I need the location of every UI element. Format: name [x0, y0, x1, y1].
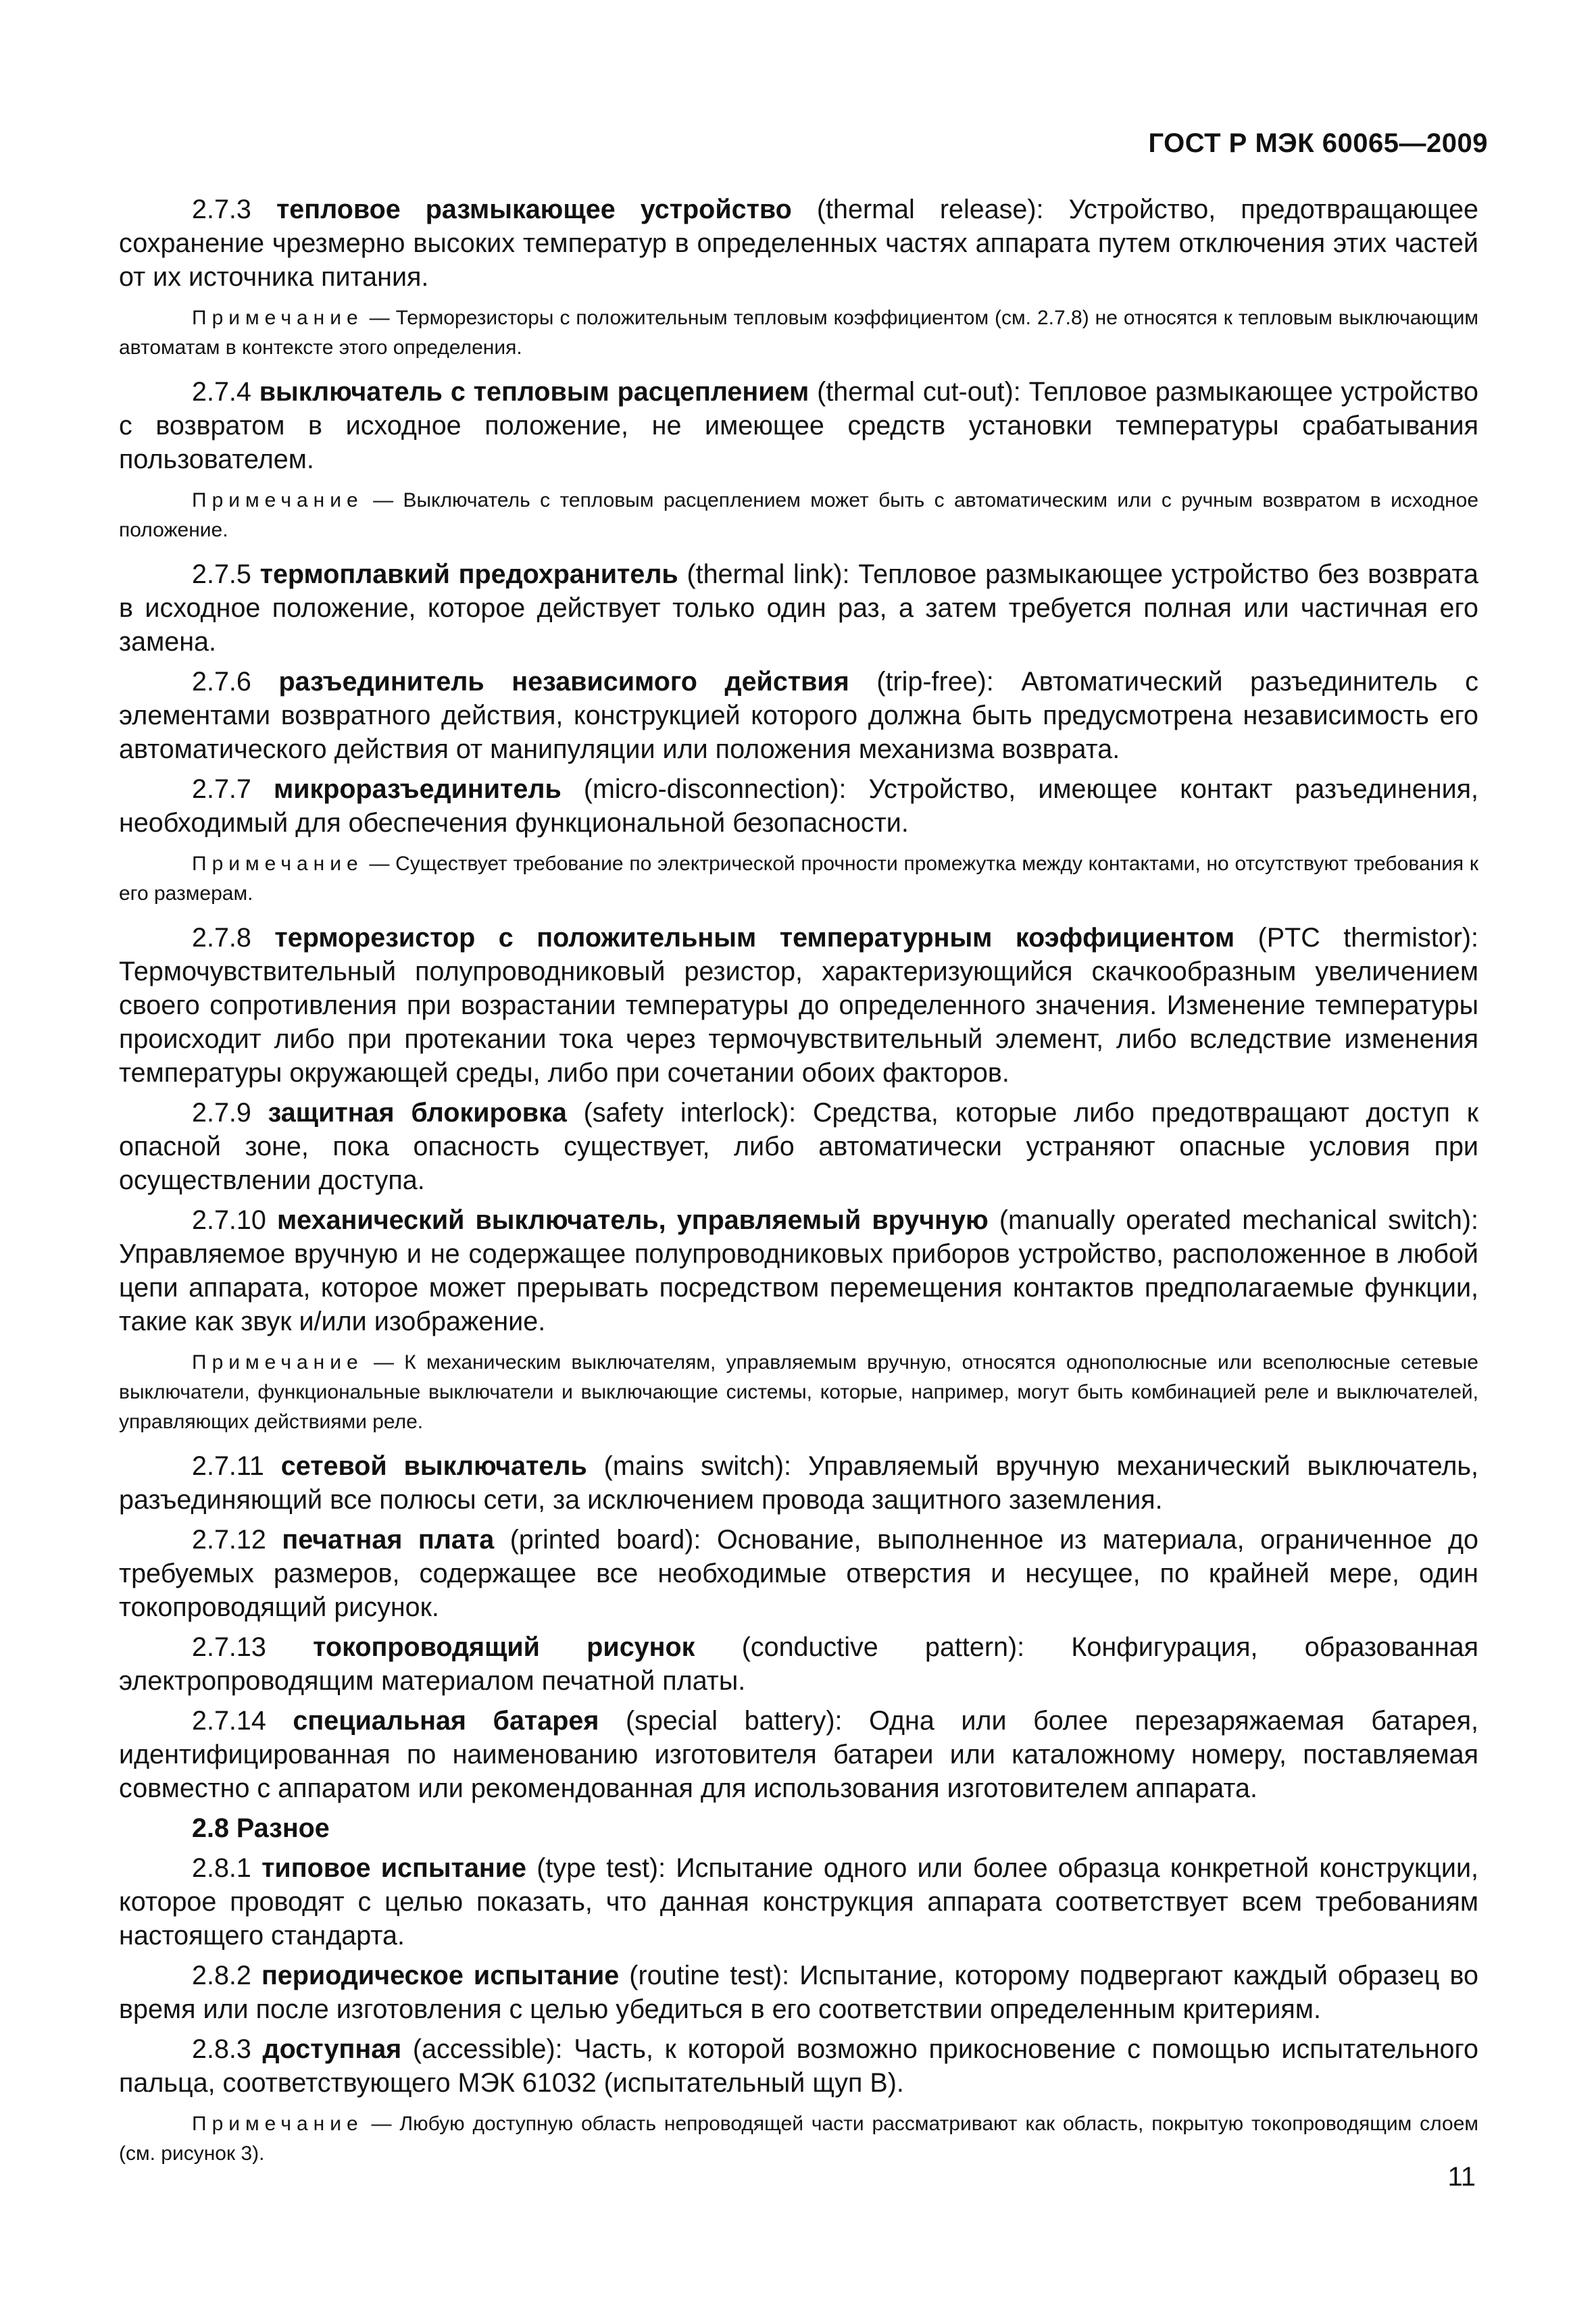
- definition-text: (thermal link): Тепловое размыкающее устройство без возврата в исходное положение, которое действует только один раз, а затем требуется полная или частичная его замена.: [119, 559, 1478, 657]
- section-number: 2.8: [192, 1813, 229, 1843]
- definition-number: 2.7.11: [192, 1451, 264, 1481]
- definition-term: терморезистор с положительным температурным коэффициентом: [274, 923, 1235, 953]
- definition-text: (micro-disconnection): Устройство, имеющее контакт разъединения, необходимый для обеспечения функциональной безопасности.: [119, 774, 1478, 838]
- definition-term: защитная блокировка: [268, 1098, 567, 1128]
- definition-term: тепловое размыкающее устройство: [276, 195, 792, 224]
- definition-number: 2.7.7: [192, 774, 251, 804]
- definition-paragraph: [119, 1704, 1478, 1805]
- definition-term: токопроводящий рисунок: [313, 1632, 695, 1662]
- definition-paragraph: [119, 1523, 1478, 1624]
- note-text: — Выключатель с тепловым расцеплением может быть с автоматическим или с ручным возвратом в исходное положение.: [119, 489, 1479, 541]
- document-body: [119, 193, 1478, 2181]
- definition-text: (mains switch): Управляемый вручную механический выключатель, разъединяющий все полюсы сети, за исключением провода защитного заземления.: [119, 1451, 1478, 1515]
- definition-number: 2.7.13: [192, 1632, 266, 1662]
- definition-term: доступная: [262, 2034, 402, 2064]
- definition-text: (conductive pattern): Конфигурация, образованная электропроводящим материалом печатной платы.: [119, 1632, 1478, 1696]
- definition-text: (special battery): Одна или более перезаряжаемая батарея, идентифицированная по наименованию изготовителя батареи или каталожному номеру, поставляемая совместно с аппаратом или рекомендованная для использования изготовителем аппарата.: [119, 1706, 1478, 1803]
- definition-paragraph: [119, 1203, 1478, 1338]
- definition-number: 2.8.2: [192, 1961, 251, 1990]
- definition-term: сетевой выключатель: [280, 1451, 587, 1481]
- note-text: — Терморезисторы с положительным тепловым коэффициентом (см. 2.7.8) не относятся к тепловым выключающим автоматам в контексте этого определения.: [119, 307, 1478, 359]
- definition-number: 2.7.3: [192, 195, 251, 224]
- definition-paragraph: [119, 375, 1478, 476]
- definition-term: выключатель с тепловым расцеплением: [259, 377, 809, 407]
- definition-number: 2.7.6: [192, 667, 251, 697]
- definition-term: разъединитель независимого действия: [278, 667, 849, 697]
- note-paragraph: [119, 303, 1478, 363]
- definition-text: (PTC thermistor): Термочувствительный полупроводниковый резистор, характеризующийся скачкообразным увеличением своего сопротивления при возрастании температуры до определенного значения. Изменение температуры происходит либо при протекании тока через термочувствительный элемент, либо вследствие изменения температуры окружающей среды, либо при сочетании обоих факторов.: [119, 923, 1478, 1088]
- definition-term: специальная батарея: [293, 1706, 599, 1736]
- definition-number: 2.7.14: [192, 1706, 266, 1736]
- definition-paragraph: [119, 1959, 1478, 2026]
- note-label: Примечание: [192, 853, 364, 875]
- definition-paragraph: [119, 1449, 1478, 1517]
- definition-paragraph: [119, 921, 1478, 1090]
- note-label: Примечание: [192, 307, 364, 329]
- page-number: 11: [1447, 2162, 1476, 2192]
- definition-number: 2.8.3: [192, 2034, 251, 2064]
- definition-paragraph: [119, 665, 1478, 766]
- definition-paragraph: [119, 1096, 1478, 1197]
- section-heading: [119, 1811, 1478, 1845]
- definition-paragraph: [119, 772, 1478, 840]
- definition-term: типовое испытание: [261, 1853, 527, 1883]
- definition-number: 2.7.9: [192, 1098, 251, 1128]
- definition-text: (routine test): Испытание, которому подвергают каждый образец во время или после изготовления с целью убедиться в его соответствии определенным критериям.: [119, 1961, 1478, 2024]
- note-label: Примечание: [192, 2113, 364, 2135]
- definition-paragraph: [119, 193, 1478, 294]
- definition-term: термоплавкий предохранитель: [259, 559, 678, 589]
- document-id-header: ГОСТ Р МЭК 60065—2009: [1148, 128, 1488, 158]
- definition-number: 2.7.10: [192, 1205, 266, 1235]
- note-paragraph: [119, 486, 1478, 545]
- definition-text: (accessible): Часть, к которой возможно прикосновение с помощью испытательного пальца, соответствующего МЭК 61032 (испытательный щуп В).: [119, 2034, 1478, 2098]
- definition-number: 2.7.8: [192, 923, 251, 953]
- note-text: — Существует требование по электрической прочности промежутка между контактами, но отсутствуют требования к его размерам.: [119, 853, 1478, 905]
- definition-text: (safety interlock): Средства, которые либо предотвращают доступ к опасной зоне, пока опасность существует, либо автоматически устраняют опасные условия при осуществлении доступа.: [119, 1098, 1478, 1195]
- definition-term: микроразъединитель: [274, 774, 562, 804]
- section-title: Разное: [236, 1813, 330, 1843]
- definition-text: (thermal cut-out): Тепловое размыкающее устройство с возвратом в исходное положение, не имеющее средств установки температуры срабатывания пользователем.: [119, 377, 1478, 474]
- definition-number: 2.7.5: [192, 559, 251, 589]
- definition-term: механический выключатель, управляемый вручную: [276, 1205, 989, 1235]
- note-text: — К механическим выключателям, управляемым вручную, относятся однополюсные или всеполюсные сетевые выключатели, функциональные выключатели и выключающие системы, которые, например, могут быть комбинацией реле и выключателей, управляющих действиями реле.: [119, 1351, 1478, 1433]
- definition-term: периодическое испытание: [261, 1961, 620, 1990]
- note-label: Примечание: [192, 489, 364, 511]
- note-label: Примечание: [192, 1351, 364, 1374]
- definition-text: (manually operated mechanical switch): Управляемое вручную и не содержащее полупроводниковых приборов устройство, расположенное в любой цепи аппарата, которое может прерывать посредством перемещения контактов предполагаемые функции, такие как звук и/или изображение.: [119, 1205, 1479, 1336]
- definition-number: 2.7.12: [192, 1525, 266, 1555]
- note-paragraph: [119, 1348, 1478, 1437]
- definition-text: (trip-free): Автоматический разъединитель с элементами возвратного действия, конструкцией которого должна быть предусмотрена независимость его автоматического действия от манипуляции или положения механизма возврата.: [119, 667, 1478, 764]
- note-text: — Любую доступную область непроводящей части рассматривают как область, покрытую токопроводящим слоем (см. рисунок 3).: [119, 2113, 1478, 2165]
- definition-paragraph: [119, 1630, 1478, 1698]
- definition-paragraph: [119, 2032, 1478, 2100]
- definition-text: (thermal release): Устройство, предотвращающее сохранение чрезмерно высоких температур в определенных частях аппарата путем отключения этих частей от их источника питания.: [119, 195, 1479, 292]
- note-paragraph: [119, 849, 1478, 909]
- definition-number: 2.8.1: [192, 1853, 251, 1883]
- note-paragraph: [119, 2109, 1478, 2169]
- definition-text: (type test): Испытание одного или более образца конкретной конструкции, которое проводят с целью показать, что данная конструкция аппарата соответствует всем требованиям настоящего стандарта.: [119, 1853, 1478, 1951]
- definition-paragraph: [119, 557, 1478, 659]
- definition-term: печатная плата: [282, 1525, 495, 1555]
- definition-text: (printed board): Основание, выполненное из материала, ограниченное до требуемых размеров, содержащее все необходимые отверстия и несущее, по крайней мере, один токопроводящий рисунок.: [119, 1525, 1478, 1622]
- definition-number: 2.7.4: [192, 377, 251, 407]
- definition-paragraph: [119, 1851, 1478, 1953]
